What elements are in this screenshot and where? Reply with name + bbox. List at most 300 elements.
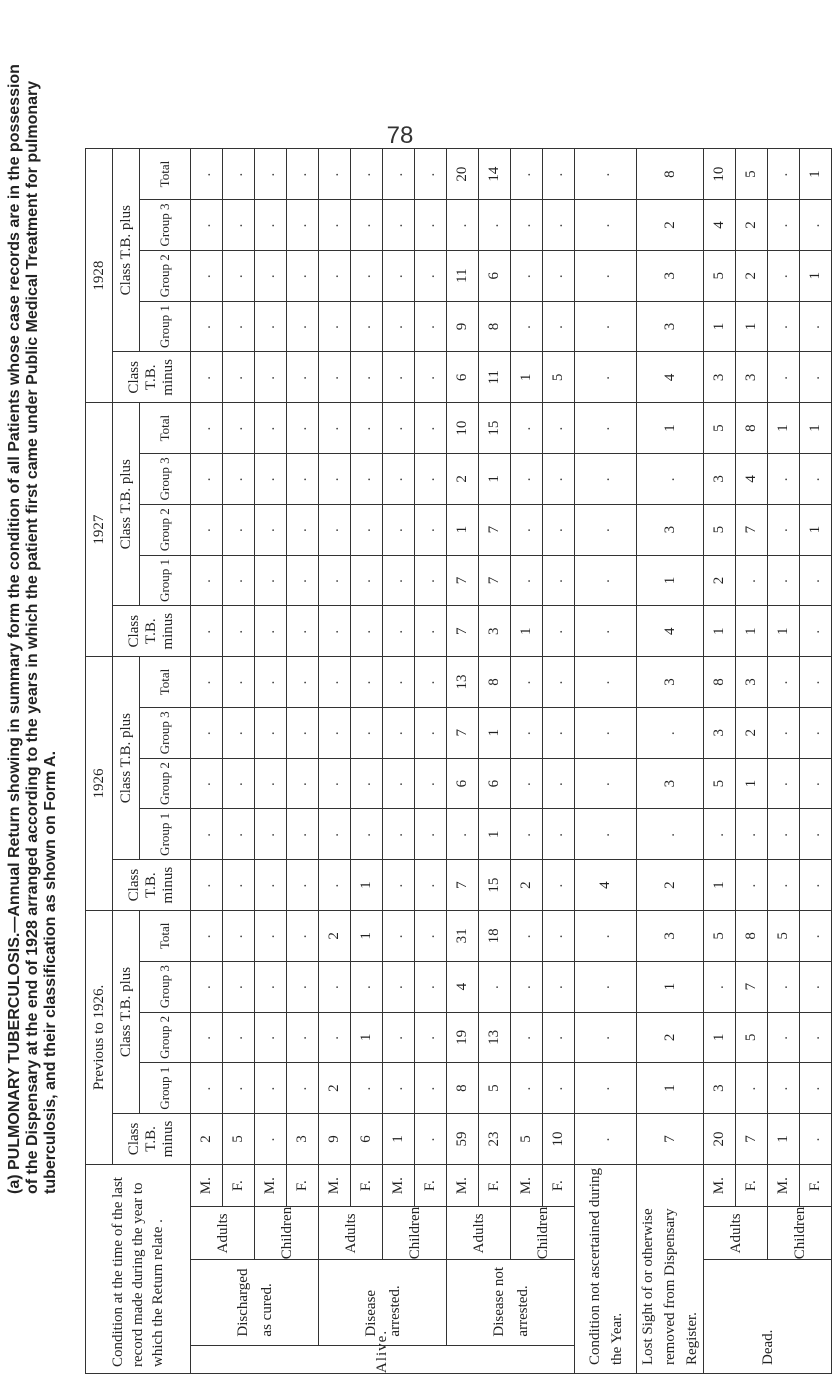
data-cell: 15 [479, 860, 511, 911]
data-cell: . [575, 1063, 637, 1114]
data-cell: . [768, 555, 800, 606]
data-cell: . [383, 707, 415, 758]
age-children: Children [383, 1207, 447, 1260]
data-cell: . [768, 301, 800, 352]
sex-m: M. [768, 1164, 800, 1207]
data-cell: . [575, 1012, 637, 1063]
sex-m: M. [383, 1164, 415, 1207]
data-cell: 5 [511, 1114, 543, 1165]
data-cell: 2 [637, 200, 704, 251]
data-cell: . [223, 200, 255, 251]
data-cell: 1 [637, 1063, 704, 1114]
data-cell: . [415, 860, 447, 911]
data-cell: 7 [479, 555, 511, 606]
data-cell: 3 [704, 454, 736, 505]
data-cell: . [768, 707, 800, 758]
data-cell: . [351, 352, 383, 403]
data-cell: 7 [736, 504, 768, 555]
col-group-1: Group 1 [140, 301, 191, 352]
data-cell: 3 [736, 657, 768, 708]
stub-header: Condition at the time of the last record made during the year to which the Return relate . [86, 1164, 191, 1373]
data-cell: . [415, 301, 447, 352]
data-cell: 4 [637, 352, 704, 403]
data-cell: 1 [511, 606, 543, 657]
data-cell: 8 [736, 910, 768, 961]
data-cell: . [800, 1063, 832, 1114]
data-cell: 1 [383, 1114, 415, 1165]
data-cell: . [383, 1012, 415, 1063]
data-cell: 6 [479, 758, 511, 809]
data-cell: . [415, 352, 447, 403]
data-cell: . [415, 809, 447, 860]
data-cell: 7 [736, 1114, 768, 1165]
data-cell: . [511, 301, 543, 352]
data-cell: . [255, 657, 287, 708]
data-cell: . [768, 504, 800, 555]
data-cell: . [800, 1114, 832, 1165]
data-cell: 11 [447, 250, 479, 301]
data-cell: . [575, 149, 637, 200]
data-cell: 2 [319, 1063, 351, 1114]
data-cell: 1 [768, 606, 800, 657]
data-cell: 1 [479, 809, 511, 860]
data-cell: . [287, 910, 319, 961]
data-cell: 1 [637, 403, 704, 454]
data-cell: . [191, 454, 223, 505]
data-cell: . [319, 809, 351, 860]
data-cell: . [319, 352, 351, 403]
data-cell: . [319, 250, 351, 301]
data-cell: . [415, 200, 447, 251]
col-total: Total [140, 657, 191, 708]
data-cell: . [287, 1012, 319, 1063]
class-plus-header: Class T.B. plus [113, 149, 140, 352]
data-cell: . [415, 961, 447, 1012]
data-cell: . [511, 403, 543, 454]
col-class-minus: Class T.B. minus [113, 860, 191, 911]
condition-arrested: Disease arrested. [319, 1260, 447, 1345]
data-cell: . [255, 1012, 287, 1063]
sex-f: F. [736, 1164, 768, 1207]
data-cell: . [223, 809, 255, 860]
data-cell: . [800, 910, 832, 961]
data-cell: 1 [447, 504, 479, 555]
data-cell: . [736, 860, 768, 911]
data-cell: . [191, 1063, 223, 1114]
age-children: Children [768, 1207, 832, 1260]
col-group-2: Group 2 [140, 1012, 191, 1063]
data-cell: . [223, 555, 255, 606]
data-cell: . [351, 504, 383, 555]
data-cell: . [351, 606, 383, 657]
data-cell: . [191, 707, 223, 758]
class-plus-header: Class T.B. plus [113, 657, 140, 860]
data-cell: . [511, 1063, 543, 1114]
data-cell: . [383, 403, 415, 454]
data-cell: . [191, 403, 223, 454]
col-group-1: Group 1 [140, 555, 191, 606]
data-cell: . [287, 606, 319, 657]
data-cell: 3 [479, 606, 511, 657]
data-cell: . [319, 555, 351, 606]
data-cell: 1 [704, 860, 736, 911]
heading-line-3: tuberculosis, and their classification as shown on Form A. [42, 750, 59, 1194]
data-cell: . [351, 149, 383, 200]
data-cell: . [511, 504, 543, 555]
data-cell: . [511, 149, 543, 200]
sex-m: M. [447, 1164, 479, 1207]
table-heading [6, 44, 60, 1194]
col-group-3: Group 3 [140, 707, 191, 758]
data-cell: 3 [736, 352, 768, 403]
data-cell: . [543, 504, 575, 555]
col-total: Total [140, 910, 191, 961]
data-cell: . [543, 961, 575, 1012]
data-cell: . [768, 352, 800, 403]
condition-discharged: Discharged as cured. [191, 1260, 319, 1345]
data-cell: . [223, 910, 255, 961]
data-cell: . [800, 200, 832, 251]
data-cell: 6 [351, 1114, 383, 1165]
data-cell: 20 [447, 149, 479, 200]
col-group-3: Group 3 [140, 961, 191, 1012]
data-cell: . [383, 961, 415, 1012]
data-cell: 1 [704, 606, 736, 657]
data-cell: . [255, 504, 287, 555]
data-cell: 14 [479, 149, 511, 200]
data-cell: . [383, 860, 415, 911]
data-cell: . [768, 809, 800, 860]
col-class-minus: Class T.B. minus [113, 1114, 191, 1165]
data-cell: . [800, 606, 832, 657]
data-cell: . [479, 961, 511, 1012]
data-cell: 3 [704, 707, 736, 758]
data-cell: . [191, 301, 223, 352]
data-cell: 2 [319, 910, 351, 961]
data-cell: . [383, 149, 415, 200]
data-cell: . [287, 504, 319, 555]
data-cell: . [223, 707, 255, 758]
data-cell: . [191, 250, 223, 301]
data-cell: . [287, 301, 319, 352]
data-cell: . [255, 149, 287, 200]
data-cell: . [351, 758, 383, 809]
data-cell: . [191, 606, 223, 657]
col-group-2: Group 2 [140, 504, 191, 555]
data-cell: . [575, 454, 637, 505]
data-cell: . [575, 657, 637, 708]
data-cell: . [415, 1063, 447, 1114]
data-cell: . [287, 403, 319, 454]
data-cell: . [319, 403, 351, 454]
data-cell: 6 [447, 352, 479, 403]
condition-not-arrested: Disease not arrested. [447, 1260, 575, 1345]
data-cell: . [704, 961, 736, 1012]
data-cell: 5 [704, 504, 736, 555]
data-cell: 2 [191, 1114, 223, 1165]
data-cell: . [511, 809, 543, 860]
period-header-previous: Previous to 1926. [86, 910, 113, 1164]
data-cell: 7 [447, 555, 479, 606]
data-cell: 9 [447, 301, 479, 352]
data-cell: 1 [768, 403, 800, 454]
data-cell: . [255, 910, 287, 961]
data-cell: . [637, 707, 704, 758]
col-group-1: Group 1 [140, 809, 191, 860]
data-cell: . [351, 200, 383, 251]
data-cell: . [223, 758, 255, 809]
sex-m: M. [191, 1164, 223, 1207]
data-cell: 8 [447, 1063, 479, 1114]
data-cell: 2 [704, 555, 736, 606]
data-cell: . [223, 1012, 255, 1063]
data-cell: 1 [511, 352, 543, 403]
data-cell: 5 [704, 910, 736, 961]
data-cell: . [191, 961, 223, 1012]
data-cell: . [447, 809, 479, 860]
age-children: Children [255, 1207, 319, 1260]
data-cell: 10 [447, 403, 479, 454]
data-cell: . [511, 758, 543, 809]
data-cell: . [447, 200, 479, 251]
data-cell: . [255, 809, 287, 860]
data-cell: 3 [637, 910, 704, 961]
data-cell: 2 [447, 454, 479, 505]
data-cell: . [383, 301, 415, 352]
data-cell: . [543, 200, 575, 251]
data-cell: . [319, 961, 351, 1012]
data-cell: . [543, 758, 575, 809]
data-cell: 1 [479, 454, 511, 505]
data-cell: . [800, 352, 832, 403]
data-cell: . [575, 301, 637, 352]
data-cell: . [319, 860, 351, 911]
data-cell: . [768, 657, 800, 708]
data-cell: 3 [637, 657, 704, 708]
data-cell: . [511, 1012, 543, 1063]
data-cell: . [768, 1012, 800, 1063]
data-cell: . [319, 301, 351, 352]
data-cell: . [543, 454, 575, 505]
data-cell: . [223, 961, 255, 1012]
data-cell: 5 [704, 403, 736, 454]
data-cell: . [255, 758, 287, 809]
data-cell: . [383, 1063, 415, 1114]
data-cell: . [319, 504, 351, 555]
data-cell: . [479, 200, 511, 251]
data-cell: . [255, 555, 287, 606]
data-cell: 7 [447, 707, 479, 758]
data-cell: . [704, 809, 736, 860]
col-group-1: Group 1 [140, 1063, 191, 1114]
data-cell: . [383, 910, 415, 961]
data-cell: 10 [543, 1114, 575, 1165]
data-cell: . [800, 301, 832, 352]
data-cell: 10 [704, 149, 736, 200]
data-cell: 1 [736, 606, 768, 657]
data-cell: 59 [447, 1114, 479, 1165]
page-number: 78 [386, 122, 414, 149]
data-cell: . [287, 758, 319, 809]
age-adults: Adults [191, 1207, 255, 1260]
data-cell: 2 [637, 1012, 704, 1063]
data-cell: . [351, 555, 383, 606]
data-cell: . [191, 200, 223, 251]
data-cell: 1 [351, 1012, 383, 1063]
data-cell: 4 [575, 860, 637, 911]
data-cell: . [319, 200, 351, 251]
data-cell: 11 [479, 352, 511, 403]
data-cell: . [287, 555, 319, 606]
sex-m: M. [704, 1164, 736, 1207]
data-cell: . [768, 1063, 800, 1114]
data-cell: . [223, 301, 255, 352]
data-cell: . [255, 200, 287, 251]
data-cell: 1 [768, 1114, 800, 1165]
data-cell: 1 [637, 555, 704, 606]
data-cell: . [383, 657, 415, 708]
data-cell: 1 [800, 504, 832, 555]
data-cell: . [543, 555, 575, 606]
data-cell: 8 [704, 657, 736, 708]
data-cell: . [255, 454, 287, 505]
data-cell: 3 [704, 1063, 736, 1114]
data-cell: . [543, 301, 575, 352]
data-cell: . [543, 250, 575, 301]
data-cell: . [511, 707, 543, 758]
data-cell: . [383, 809, 415, 860]
data-cell: . [351, 1063, 383, 1114]
data-cell: . [351, 250, 383, 301]
data-cell: . [383, 758, 415, 809]
data-cell: . [637, 454, 704, 505]
data-cell: 4 [637, 606, 704, 657]
data-cell: 1 [800, 250, 832, 301]
data-cell: . [383, 606, 415, 657]
period-header-1927: 1927 [86, 403, 113, 657]
data-cell: 31 [447, 910, 479, 961]
data-cell: . [511, 961, 543, 1012]
data-cell: . [319, 149, 351, 200]
data-cell: . [415, 504, 447, 555]
data-cell: . [575, 910, 637, 961]
data-cell: . [800, 454, 832, 505]
data-cell: . [768, 454, 800, 505]
data-cell: 23 [479, 1114, 511, 1165]
data-cell: 5 [736, 149, 768, 200]
age-adults: Adults [447, 1207, 511, 1260]
data-cell: . [223, 504, 255, 555]
data-cell: . [511, 454, 543, 505]
data-cell: . [191, 657, 223, 708]
data-cell: . [383, 454, 415, 505]
sex-f: F. [223, 1164, 255, 1207]
data-cell: 3 [637, 250, 704, 301]
data-cell: 5 [704, 758, 736, 809]
data-cell: . [575, 352, 637, 403]
data-cell: 8 [479, 301, 511, 352]
data-cell: . [319, 707, 351, 758]
data-cell: . [191, 809, 223, 860]
data-cell: 5 [543, 352, 575, 403]
data-cell: . [415, 403, 447, 454]
data-cell: . [191, 860, 223, 911]
data-cell: . [415, 149, 447, 200]
data-cell: . [223, 606, 255, 657]
data-cell: . [191, 352, 223, 403]
data-cell: . [351, 454, 383, 505]
data-cell: . [319, 1012, 351, 1063]
data-cell: . [223, 1063, 255, 1114]
sex-m: M. [255, 1164, 287, 1207]
data-cell: 1 [704, 1012, 736, 1063]
age-adults: Adults [319, 1207, 383, 1260]
condition-dead: Dead. [704, 1260, 832, 1374]
class-plus-header: Class T.B. plus [113, 403, 140, 606]
data-cell: . [511, 657, 543, 708]
data-cell: 9 [319, 1114, 351, 1165]
data-cell: . [543, 403, 575, 454]
data-cell: . [287, 707, 319, 758]
condition-not-ascertained: Condition not ascertained during the Year. [575, 1164, 637, 1373]
data-cell: . [255, 301, 287, 352]
col-class-minus: Class T.B. minus [113, 606, 191, 657]
data-cell: . [543, 657, 575, 708]
data-cell: . [319, 758, 351, 809]
col-total: Total [140, 403, 191, 454]
data-cell: 6 [447, 758, 479, 809]
data-cell: . [351, 301, 383, 352]
lost-sight-removed: Lost Sight of or otherwise removed from Dispensary Register. [637, 1164, 704, 1373]
data-cell: . [575, 403, 637, 454]
sex-f: F. [415, 1164, 447, 1207]
data-cell: . [575, 961, 637, 1012]
data-cell: 1 [736, 758, 768, 809]
data-cell: . [255, 961, 287, 1012]
data-cell: 1 [704, 301, 736, 352]
data-cell: 4 [704, 200, 736, 251]
data-cell: . [383, 504, 415, 555]
data-cell: 2 [736, 250, 768, 301]
data-cell: . [255, 250, 287, 301]
data-cell: . [637, 809, 704, 860]
data-cell: . [191, 910, 223, 961]
class-plus-header: Class T.B. plus [113, 910, 140, 1113]
data-cell: . [383, 555, 415, 606]
data-cell: . [800, 809, 832, 860]
data-cell: . [319, 606, 351, 657]
sex-f: F. [543, 1164, 575, 1207]
data-cell: . [255, 1114, 287, 1165]
data-cell: . [415, 657, 447, 708]
data-cell: 19 [447, 1012, 479, 1063]
data-cell: . [575, 606, 637, 657]
data-cell: . [543, 910, 575, 961]
col-total: Total [140, 149, 191, 200]
data-cell: 3 [637, 504, 704, 555]
data-cell: . [543, 149, 575, 200]
heading-line-2: of the Dispensary at the end of 1928 arranged according to the years in which the patient first came under Public Medical Treatment for pulmonary [24, 80, 41, 1194]
data-cell: . [223, 860, 255, 911]
data-cell: 8 [479, 657, 511, 708]
data-cell: 7 [479, 504, 511, 555]
data-cell: . [255, 352, 287, 403]
sex-f: F. [287, 1164, 319, 1207]
data-cell: . [800, 961, 832, 1012]
data-cell: . [415, 454, 447, 505]
data-cell: . [415, 910, 447, 961]
data-cell: . [255, 860, 287, 911]
